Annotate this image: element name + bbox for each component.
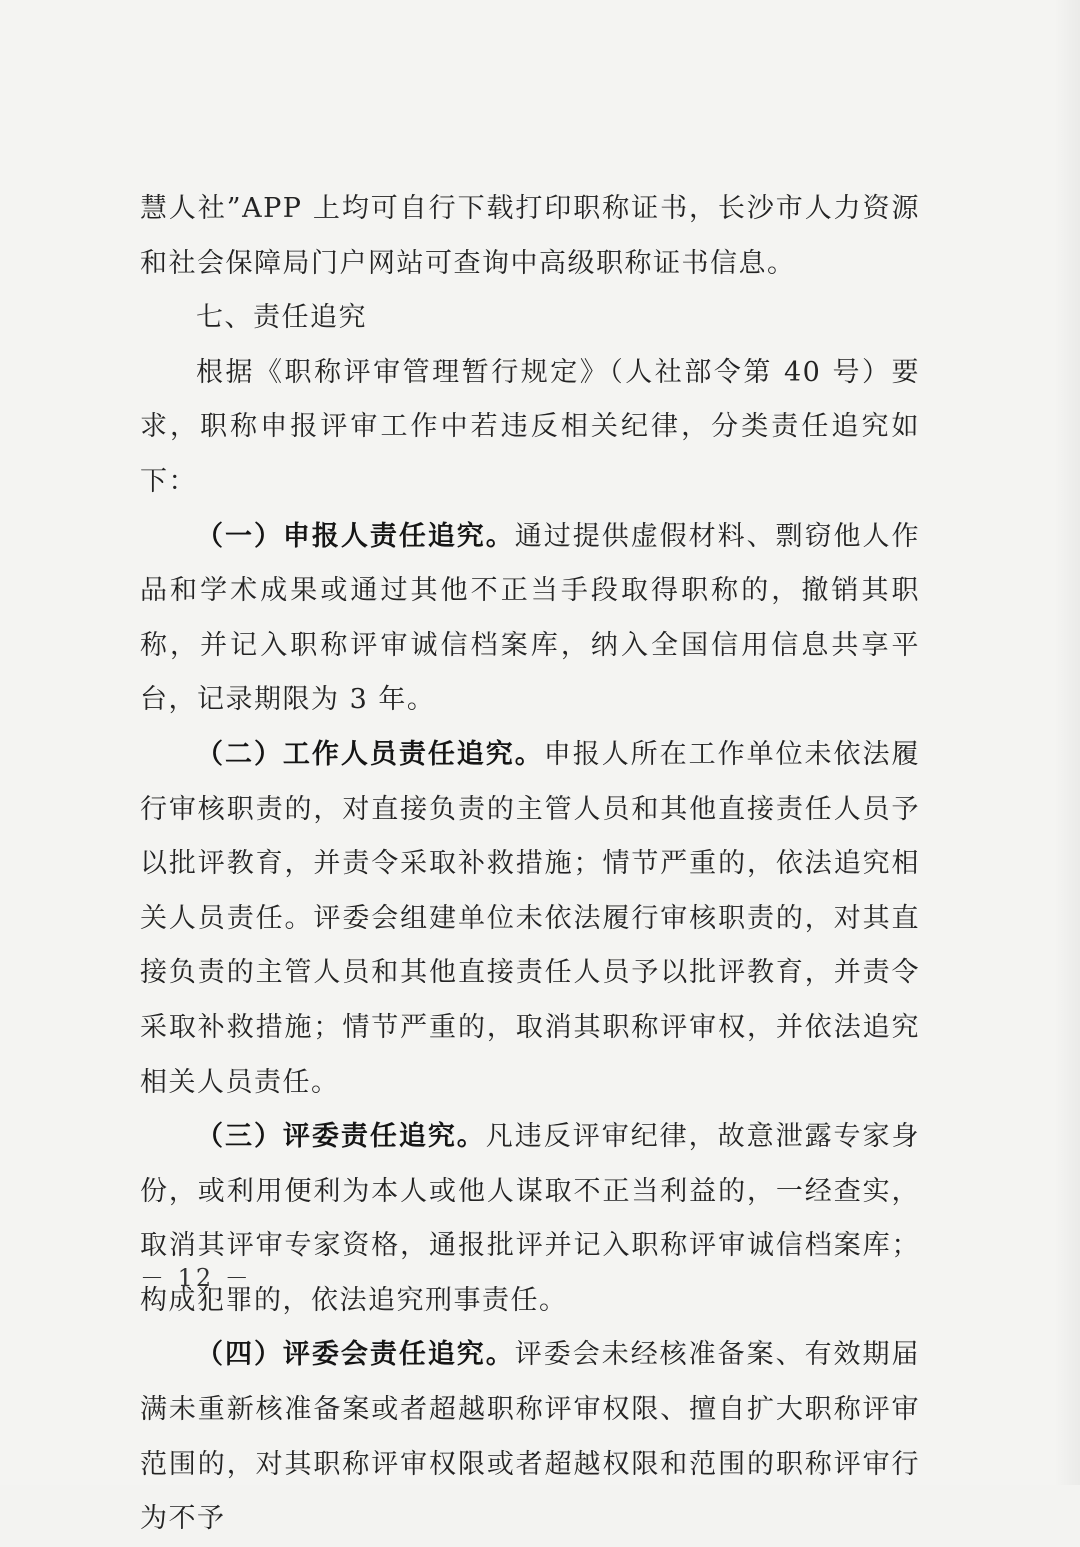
subheading-committee: （四）评委会责任追究。: [196, 1339, 515, 1371]
paragraph-applicant-liability: [140, 510, 920, 728]
heading-text: 七、责任追究: [196, 302, 367, 334]
paragraph-reviewer-liability: [140, 1110, 920, 1328]
paragraph-certificate-info: [140, 182, 920, 291]
subheading-applicant: （一）申报人责任追究。: [196, 520, 515, 552]
subheading-reviewer: （三）评委责任追究。: [196, 1121, 486, 1153]
paragraph-text: 慧人社”APP 上均可自行下载打印职称证书，长沙市人力资源和社会保障局门户网站可查询中高级职称证书信息。: [140, 193, 920, 279]
document-body: [140, 182, 920, 1547]
paragraph-text: 申报人所在工作单位未依法履行审核职责的，对直接负责的主管人员和其他直接责任人员予以批评教育，并责令采取补救措施；情节严重的，依法追究相关人员责任。评委会组建单位未依法履行审核职责的，对其直接负责的主管人员和其他直接责任人员予以批评教育，并责令采取补救措施；情节严重的，取消其职称评审权，并依法追究相关人员责任。: [140, 738, 920, 1098]
page-number: － 12 －: [140, 1264, 252, 1292]
paragraph-text: 评委会未经核准备案、有效期届满未重新核准备案或者超越职称评审权限、擅自扩大职称评审范围的，对其职称评审权限或者超越权限和范围的职称评审行为不予: [140, 1339, 921, 1535]
scan-edge-shadow: [1054, 0, 1080, 1485]
paragraph-text: 凡违反评审纪律，故意泄露专家身份，或利用便利为本人或他人谋取不正当利益的，一经查实，取消其评审专家资格，通报批评并记入职称评审诚信档案库；构成犯罪的，依法追究刑事责任。: [140, 1121, 921, 1316]
paragraph-staff-liability: [140, 728, 920, 1110]
paragraph-text: 根据《职称评审管理暂行规定》（人社部令第 40 号）要求，职称申报评审工作中若违反相关纪律，分类责任追究如下：: [140, 356, 920, 497]
section-heading-accountability: [140, 291, 920, 346]
paragraph-intro: [140, 346, 920, 510]
paragraph-text: 通过提供虚假材料、剽窃他人作品和学术成果或通过其他不正当手段取得职称的，撤销其职称，并记入职称评审诚信档案库，纳入全国信用信息共享平台，记录期限为 3 年。: [140, 520, 921, 716]
subheading-staff: （二）工作人员责任追究。: [196, 738, 544, 770]
paragraph-committee-liability: [140, 1328, 920, 1546]
